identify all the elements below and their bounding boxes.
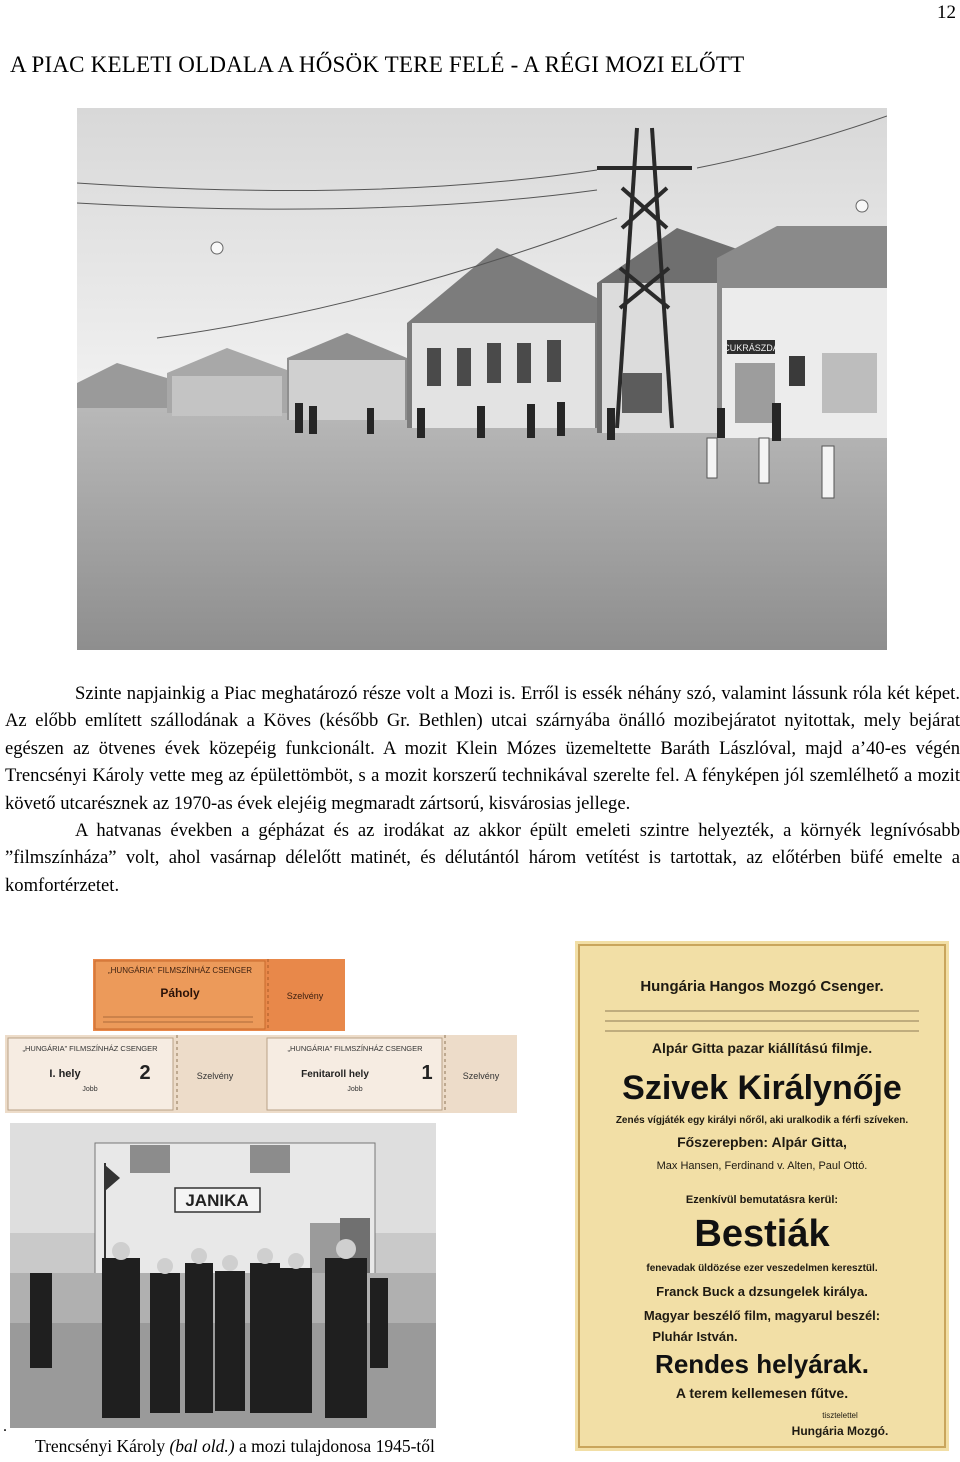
caption-name: Trencsényi Károly bbox=[35, 1436, 166, 1456]
poster-line: Rendes helyárak. bbox=[655, 1349, 869, 1379]
cinema-photo bbox=[10, 1123, 436, 1428]
caption-italic: (bal old.) bbox=[169, 1436, 235, 1456]
poster-line: Hungária Mozgó. bbox=[791, 1424, 889, 1438]
cinema-sign: JANIKA bbox=[185, 1191, 249, 1210]
poster-line: tisztelettel bbox=[822, 1411, 858, 1420]
cinema-ticket-orange bbox=[93, 959, 345, 1031]
ticket-header: „HUNGÁRIA” FILMSZÍNHÁZ CSENGER bbox=[22, 1044, 158, 1053]
cinema-tickets-pale bbox=[5, 1035, 517, 1113]
dot-mark: . bbox=[3, 1418, 7, 1435]
poster-line: Franck Buck a dzsungelek királya. bbox=[656, 1284, 868, 1299]
poster-line: Hungária Hangos Mozgó Csenger. bbox=[640, 978, 884, 995]
ticket-number: 2 bbox=[139, 1062, 151, 1084]
ticket-stub: Szelvény bbox=[462, 1071, 500, 1081]
poster-line: Magyar beszélő film, magyarul beszél: bbox=[643, 1308, 881, 1323]
poster-line: Pluhár István. bbox=[652, 1329, 738, 1344]
ticket-number: 1 bbox=[421, 1062, 433, 1084]
poster-line: Zenés vígjáték egy királyi nőről, aki uralkodik a férfi szíveken. bbox=[615, 1115, 909, 1126]
poster-film-title: Szivek Királynője bbox=[622, 1069, 902, 1107]
street-shop-sign: CUKRÁSZDA bbox=[723, 343, 779, 353]
poster-line: Max Hansen, Ferdinand v. Alten, Paul Ottó. bbox=[656, 1160, 868, 1172]
ticket-header: „HUNGÁRIA” FILMSZÍNHÁZ CSENGER bbox=[287, 1044, 423, 1053]
ticket-stub: Szelvény bbox=[196, 1071, 234, 1081]
ticket-stub: Szelvény bbox=[286, 991, 324, 1001]
body-text bbox=[5, 680, 960, 899]
poster-film-title: Bestiák bbox=[694, 1213, 830, 1255]
poster-line: Alpár Gitta pazar kiállítású filmje. bbox=[651, 1040, 873, 1056]
ticket-header: „HUNGÁRIA” FILMSZÍNHÁZ CSENGER bbox=[107, 966, 253, 975]
caption-rest: a mozi tulajdonosa 1945-től bbox=[239, 1436, 435, 1456]
ticket-seat: I. hely bbox=[49, 1068, 81, 1080]
poster-line: A terem kellemesen fűtve. bbox=[675, 1385, 849, 1401]
poster-line: Ezenkívül bemutatásra kerül: bbox=[685, 1194, 839, 1206]
ticket-seat: Fenitaroll hely bbox=[301, 1069, 369, 1080]
ticket-seat: Páholy bbox=[160, 986, 200, 1000]
ticket-side: Jobb bbox=[82, 1086, 98, 1093]
poster-line: Főszerepben: Alpár Gitta, bbox=[677, 1134, 847, 1150]
street-photo bbox=[77, 108, 887, 650]
paragraph: A hatvanas években a gépházat és az irodákat az akkor épült emeleti szintre helyezték, a környék legnívósabb ”filmszínháza” volt, ahol vasárnap délelőtt matinét, és délutántól három vetítést is tartottak, az előtérben büfé emelte a komfortérzetet. bbox=[5, 820, 960, 896]
paragraph: Szinte napjainkig a Piac meghatározó része volt a Mozi is. Erről is essék néhány szó, valamint lássunk róla két képet. Az előbb említett szállodának a Köves (később Gr. Bethlen) utcai szárnyába önálló mozibejáratot nyitottak, mely bejárat egészen az ötvenes évek közepéig funkcionált. A mozit Klein Mózes üzemeltette Baráth Lászlóval, majd a’40-es végén Trencsényi Károly vette meg az épülettömböt, s a mozit korszerű technikával szerelte fel. A fényképen jól szemlélhető a mozit követő utcarésznek az 1970-as évek elejéig megmaradt zártsorú, kisvárosias jellege. bbox=[5, 683, 960, 814]
page-number: 12 bbox=[937, 2, 956, 23]
film-poster bbox=[575, 941, 949, 1451]
page-title: A PIAC KELETI OLDALA A HŐSÖK TERE FELÉ - A RÉGI MOZI ELŐTT bbox=[10, 52, 745, 77]
ticket-side: Jobb bbox=[347, 1086, 363, 1093]
photo-caption bbox=[35, 1436, 435, 1457]
poster-line: fenevadak üldözése ezer veszedelmen keresztül. bbox=[646, 1263, 878, 1274]
